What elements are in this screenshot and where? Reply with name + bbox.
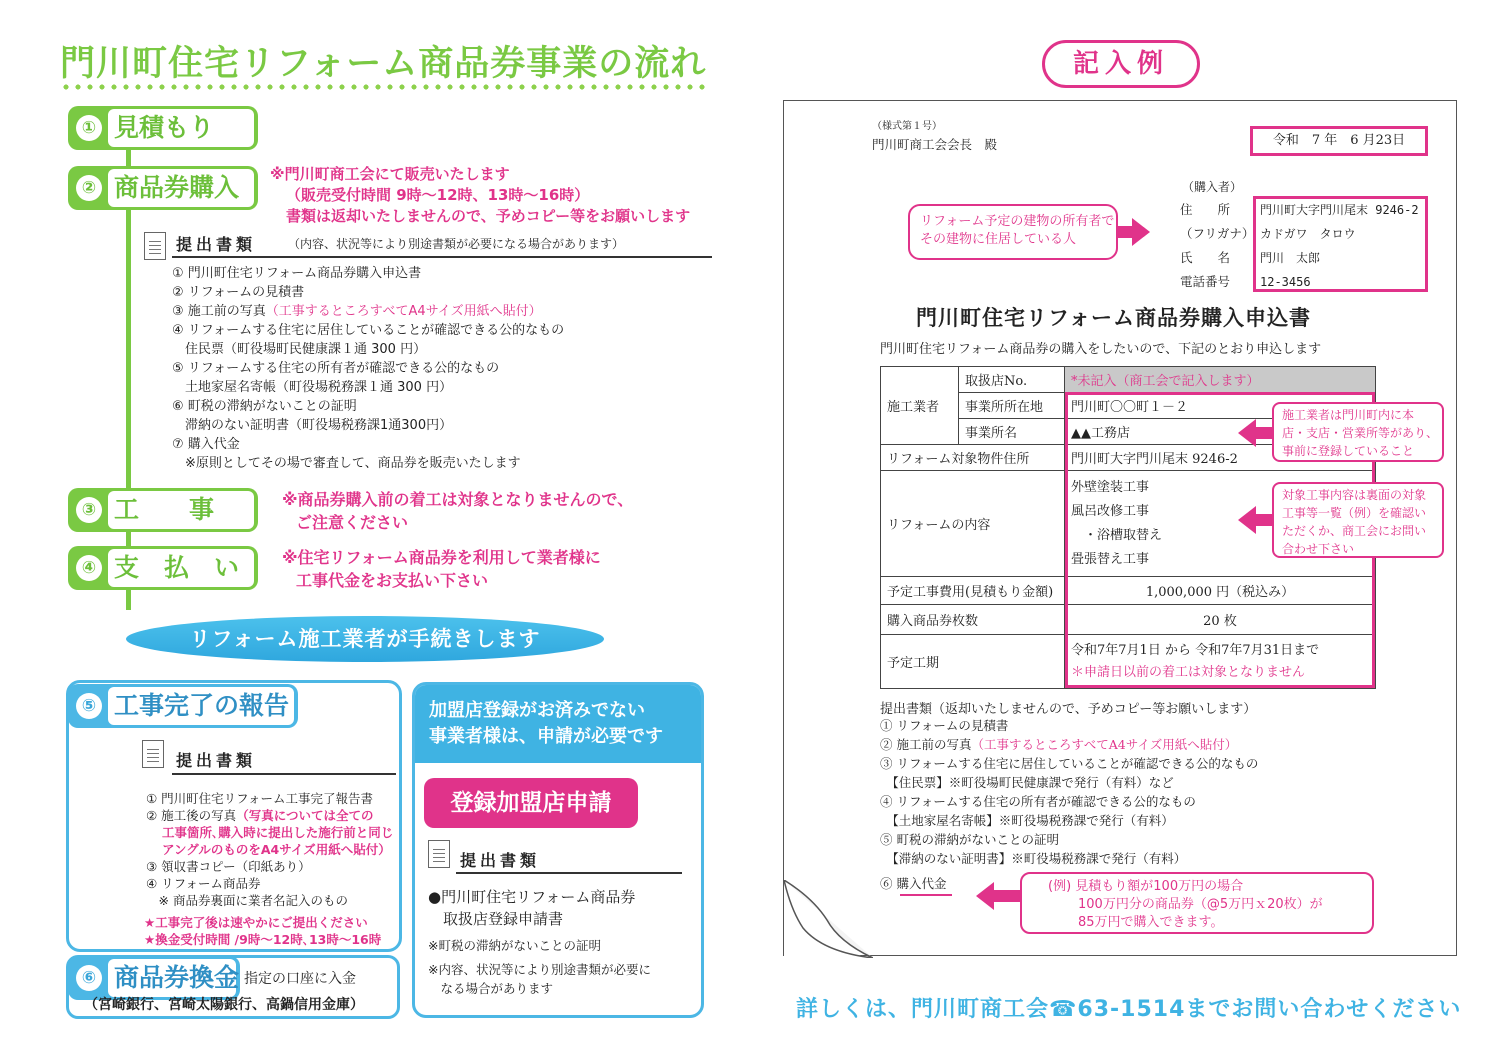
step-purchase [68,166,258,210]
list-item-text: 滞納のない証明書（町役場税務課1通300円） [172,418,453,433]
payment-label: ⑥ 購入代金 [880,876,947,891]
tickets-value[interactable]: 20 枚 [1065,605,1376,635]
member-docs: ●門川町住宅リフォーム商品券 取扱店登録申請書 [428,888,636,928]
contractor-label: 施工業者 [881,367,959,445]
list-item [880,811,1258,830]
flow-line [126,150,131,610]
exchange-note: 指定の口座に入金 [244,971,356,987]
page-title: 門川町住宅リフォーム商品券事業の流れ [60,44,707,84]
buyer-field-value[interactable]: 門川町大字門川尾末 9246-2 [1260,203,1419,217]
content-note: 対象工事内容は裏面の対象 工事等一覧（例）を確認い ただくか、商工会にお問い 合わせ下さい [1272,482,1444,558]
requirements-list [880,716,1258,868]
list-item-highlight: 工事箇所､購入時に提出した施行前と同じ [162,825,394,840]
form-intro: 門川町住宅リフォーム商品券の購入をしたいので、下記のとおり申込します [880,342,1322,357]
list-item-text: ⑦ 購入代金 [172,437,240,452]
procedure-banner: リフォーム施工業者が手続きします [126,616,604,662]
completion-notes: ★工事完了後は速やかにご提出ください ★換金受付時間 /9時〜12時､13時〜16時 [144,915,382,947]
member-apply-button[interactable]: 登録加盟店申請 [424,778,638,828]
list-item [172,283,564,302]
list-item [172,397,564,416]
list-item-text: ② 施工前の写真 [880,737,972,752]
buyer-field-value[interactable]: 門川 太郎 [1260,251,1321,265]
requirements-title: 提出書類（返却いたしませんので、予めコピー等お願いします） [880,702,1257,717]
list-item [146,875,393,892]
list-item-highlight: （工事するところすべてA4サイズ用紙へ貼付） [265,304,542,319]
list-item-text: 【土地家屋名寄帳】※町役場税務課で発行（有料） [880,813,1174,828]
member-registration-header: 加盟店登録がお済みでない 事業者様は、申請が必要です [415,685,701,763]
step-number: ⑤ [76,693,102,719]
list-item-text: ※原則としてその場で審査して、商品券を販売いたします [172,456,521,471]
list-item [146,824,393,841]
member-notes: ※町税の滞納がないことの証明 ※内容、状況等により別途書類が必要に なる場合があります [428,938,651,996]
style-number: （様式第１号） [872,121,942,132]
arrow-right-icon [1132,218,1150,246]
title-underline [60,84,710,90]
arrow-left-icon [1238,506,1256,534]
buyer-field-row [1180,198,1419,222]
document-icon [428,840,450,868]
list-item [880,735,1258,754]
list-item-highlight: （写真については全ての [236,808,374,823]
divider [172,256,712,258]
document-icon [142,740,164,768]
period-label: 予定工期 [881,635,1065,689]
example-title: 記入例 [1042,40,1200,88]
buyer-field-label: 住 所 [1180,202,1231,217]
addressee: 門川町商工会会長 殿 [872,137,998,152]
step-number: ① [76,115,102,141]
payment-note: (例) 見積もり額が100万円の場合 100万円分の商品券（@5万円ｘ20枚）が 85万円で購入できます。 [1020,872,1374,934]
list-item [172,378,564,397]
arrow-shaft [1256,514,1272,526]
office-name-value[interactable]: ▲▲工務店 [1065,419,1376,445]
step-number: ③ [76,497,102,523]
list-item [880,849,1258,868]
list-item [880,830,1258,849]
step-completion-report [68,684,298,728]
list-item [172,454,564,473]
list-item-text: ※ 商品券裏面に業者名記入のもの [146,893,348,908]
list-item-text: ① 門川町住宅リフォーム工事完了報告書 [146,791,374,806]
docs-list [146,790,393,909]
step-label: 工 事 [108,491,254,529]
step3-note: ※商品券購入前の着工は対象となりませんので、 ご注意ください [282,490,634,532]
office-address-label: 事業所所在地 [959,393,1065,419]
step-label: 見積もり [108,109,254,147]
list-item-text: ④ リフォームする住宅に居住していることが確認できる公的なもの [172,323,565,338]
buyer-fields [1180,198,1419,294]
list-item [146,858,393,875]
store-no-value[interactable]: *未記入（商工会で記入します） [1065,367,1376,393]
arrow-shaft [1118,226,1132,238]
docs-title: 提出書類 [176,235,257,254]
step-payment [68,546,258,590]
contact-footer: 詳しくは、門川町商工会☎63-1514までお問い合わせください [796,997,1462,1022]
docs-title: 提出書類 [176,751,257,770]
list-item [146,790,393,807]
store-no-label: 取扱店No. [959,367,1065,393]
office-address-value[interactable]: 門川町〇〇町１－２ [1065,393,1376,419]
contractor-note: 施工業者は門川町内に本 店・支店・営業所等があり、 事前に登録していること [1272,402,1444,462]
owner-note: リフォーム予定の建物の所有者で その建物に住居している人 [908,204,1118,260]
list-item [172,302,564,321]
list-item-text: ① 門川町住宅リフォーム商品券購入申込書 [172,266,422,281]
step2-note: ※門川町商工会にて販売いたします （販売受付時間 9時〜12時、13時〜16時） 書類は返却いたしませんので、予めコピー等をお願いします [270,165,691,225]
list-item [172,264,564,283]
arrow-left-icon [976,882,994,910]
document-icon [144,232,166,260]
list-item-text: ③ リフォームする住宅に居住していることが確認できる公的なもの [880,756,1259,771]
step-number: ② [76,175,102,201]
property-value[interactable]: 門川町大字門川尾末 9246-2 [1065,445,1376,471]
step-number: ④ [76,555,102,581]
list-item-text: ⑤ 町税の滞納がないことの証明 [880,832,1059,847]
cost-label: 予定工事費用(見積もり金額) [881,577,1065,605]
step-label: 商品券換金 [108,959,236,997]
list-item [880,716,1258,735]
content-values[interactable]: 外壁塗装工事 風呂改修工事 ・浴槽取替え 畳張替え工事 [1065,471,1376,577]
property-label: リフォーム対象物件住所 [881,445,1065,471]
docs-title: 提出書類 [460,851,541,870]
list-item [172,321,564,340]
list-item-text: 住民票（町役場町民健康課１通 300 円） [172,342,427,357]
list-item [172,340,564,359]
list-item-text: ② リフォームの見積書 [172,285,305,300]
step-label: 支 払 い [108,549,254,587]
list-item-text: ③ 領収書コピー（印紙あり） [146,859,311,874]
buyer-field-row [1180,246,1419,270]
list-item-text: ① リフォームの見積書 [880,718,1009,733]
buyer-field-value[interactable]: カドガワ タロウ [1260,227,1356,241]
buyer-field-label: 電話番号 [1180,274,1231,289]
list-item-text: 土地家屋名寄帳（町役場税務課１通 300 円） [172,380,453,395]
arrow-shaft [994,890,1020,902]
buyer-field-value[interactable]: 12-3456 [1260,275,1311,289]
divider [456,872,682,874]
step-label: 商品券購入 [108,169,254,207]
content-label: リフォームの内容 [881,471,1065,577]
buyer-label: （購入者） [1182,180,1243,194]
list-item [146,892,393,909]
list-item [880,773,1258,792]
list-item [146,841,393,858]
form-heading: 門川町住宅リフォーム商品券購入申込書 [916,305,1311,330]
list-item-text: 【滞納のない証明書】※町役場税務課で発行（有料） [880,851,1187,866]
list-item-text: ④ リフォーム商品券 [146,876,261,891]
list-item [172,416,564,435]
list-item [172,435,564,454]
list-item [172,359,564,378]
step-label: 工事完了の報告 [108,687,294,725]
tickets-label: 購入商品券枚数 [881,605,1065,635]
buyer-field-row [1180,222,1419,246]
step-estimate [68,106,258,150]
period-value[interactable]: 令和7年7月1日 から 令和7年7月31日まで ＊申請日以前の着工は対象となりません [1065,635,1376,689]
divider [172,773,396,775]
list-item-highlight: （工事するところすべてA4サイズ用紙へ貼付） [971,737,1238,752]
office-name-label: 事業所名 [959,419,1065,445]
date-field[interactable]: 令和 7 年 6 月23日 [1250,126,1428,156]
list-item-text: ⑥ 町税の滞納がないことの証明 [172,399,357,414]
list-item-highlight: アングルのものをA4サイズ用紙へ貼付） [162,842,391,857]
list-item-text: ③ 施工前の写真 [172,304,266,319]
step-number: ⑥ [76,965,102,991]
page-curl [783,880,873,958]
step-construction [68,488,258,532]
buyer-field-label: 氏 名 [1180,250,1231,265]
list-item-text: ⑤ リフォームする住宅の所有者が確認できる公的なもの [172,361,500,376]
list-item [880,792,1258,811]
list-item [880,754,1258,773]
docs-note: （内容、状況等により別途書類が必要になる場合があります） [288,237,625,251]
payment-underline [900,894,952,896]
list-item-text: ② 施工後の写真 [146,808,237,823]
buyer-field-label: （フリガナ） [1180,226,1255,241]
list-item [146,807,393,824]
bank-list: （宮崎銀行、宮崎太陽銀行、高鍋信用金庫） [84,997,364,1013]
arrow-shaft [1256,427,1272,439]
cost-value[interactable]: 1,000,000 円（税込み） [1065,577,1376,605]
list-item-text: 【住民票】※町役場町民健康課で発行（有料）など [880,775,1174,790]
step4-note: ※住宅リフォーム商品券を利用して業者様に 工事代金をお支払い下さい [282,548,601,590]
buyer-field-row [1180,270,1419,294]
list-item-text: ④ リフォームする住宅の所有者が確認できる公的なもの [880,794,1196,809]
arrow-left-icon [1238,419,1256,447]
docs-list [172,264,564,473]
